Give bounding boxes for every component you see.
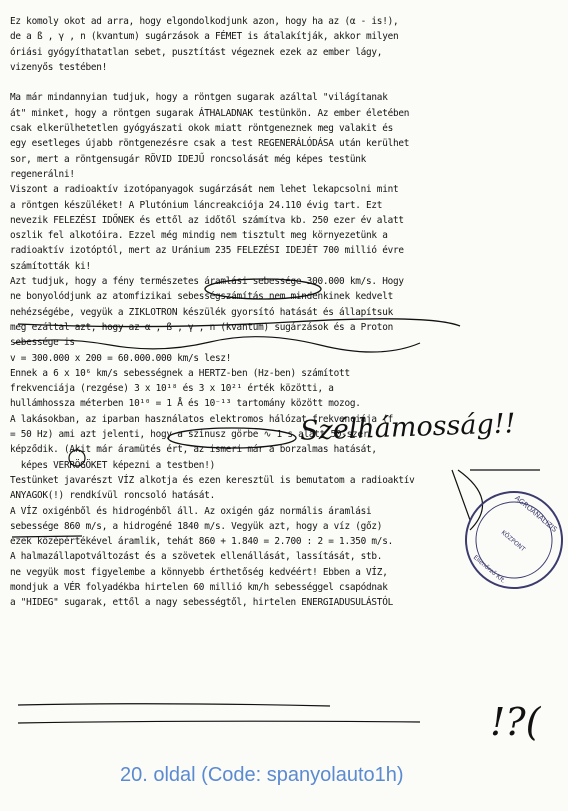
typed-text-block bbox=[10, 14, 550, 611]
text-line: ne bonyolódjunk az atomfizikai sebességszámítás nem mindenkinek kedvelt bbox=[10, 291, 393, 303]
text-line: meg ezáltal azt, hogy az α , ß , γ , n (kvantum) sugárzások és a Proton bbox=[10, 321, 393, 333]
text-line: sebessége 860 m/s, a hidrogéné 1840 m/s. Vegyük azt, hogy a víz (gőz) bbox=[10, 520, 383, 532]
text-line: mondjuk a VÉR folyadékba hirtelen 60 millió km/h sebességgel csapódnak bbox=[10, 581, 388, 593]
underline-mark-4 bbox=[18, 721, 420, 723]
text-line: v = 300.000 x 200 = 60.000.000 km/s lesz! bbox=[10, 352, 232, 364]
text-line: Ez komoly okot ad arra, hogy elgondolkodjunk azon, hogy ha az (α - is!), bbox=[10, 16, 399, 27]
text-line: Azt tudjuk, hogy a fény természetes áramlási sebessége 300.000 km/s. Hogy bbox=[10, 276, 404, 288]
text-line: hullámhossza méterben 10¹⁰ = 1 Å és 10⁻¹³ tartomány között mozog. bbox=[10, 398, 361, 410]
text-line: = 50 Hz) ami azt jelenti, hogy a szinusz görbe ∿ 1 s alatt 50-szer bbox=[10, 429, 369, 441]
text-line: radioaktív izotóptól, mert az Uránium 235 FELEZÉSI IDEJÉT 700 millió évre bbox=[10, 245, 404, 257]
text-line: csak elkerülhetetlen gyógyászati okok miatt röntgeneznek meg valakit és bbox=[10, 123, 393, 135]
text-line: ezek középértékével áramlik, tehát 860 + 1.840 = 2.700 : 2 = 1.350 m/s. bbox=[10, 536, 393, 548]
text-line: sebessége is bbox=[10, 337, 75, 349]
text-line bbox=[10, 75, 550, 90]
text-line: át" minket, hogy a röntgen sugarak ÁTHALADNAK testünkön. Az ember életében bbox=[10, 107, 410, 119]
text-line: de a ß , γ , n (kvantum) sugárzások a FÉMET is átalakítják, akkor milyen bbox=[10, 31, 399, 43]
text-line: egy esetleges újabb röntgenezésre csak a test REGENERÁLÓDÁSA után kerülhet bbox=[10, 138, 410, 150]
text-line: ANYAGOK(!) rendkívül roncsoló hatását. bbox=[10, 490, 215, 502]
text-line: nevezik FELEZÉSI IDŐNEK és ettől az időtől számítva kb. 250 ezer év alatt bbox=[10, 214, 404, 226]
text-line: képes VERRÖGÖKET képezni a testben!) bbox=[10, 459, 215, 471]
text-line: sor, mert a röntgensugár RÖVID IDEJŰ roncsolását még képes testünk bbox=[10, 153, 367, 165]
text-line: Ma már mindannyian tudjuk, hogy a röntgen sugarak azáltal "világítanak bbox=[10, 92, 388, 104]
margin-question-mark: !?( bbox=[490, 700, 541, 744]
underline-mark-3 bbox=[18, 704, 330, 706]
svg-text:AGROANALIZIS: AGROANALIZIS bbox=[513, 494, 559, 534]
text-line: Ennek a 6 x 10⁶ km/s sebességnek a HERTZ-ben (Hz-ben) számított bbox=[10, 367, 350, 379]
text-line: számították ki! bbox=[10, 260, 91, 272]
text-line: regenerálni! bbox=[10, 168, 75, 180]
text-line: képződik. (Akit már áramütés ért, az ismeri már a borzalmas hatását, bbox=[10, 444, 377, 456]
text-line: A lakásokban, az iparban használatos elektromos hálózat frekvenciája (f bbox=[10, 413, 393, 425]
text-line: a "HIDEG" sugarak, ettől a nagy sebességtől, hirtelen ENERGIADUSULÁSTÓL bbox=[10, 597, 393, 609]
text-line: Testünket javarészt VÍZ alkotja és ezen keresztül is bemutatom a radioaktív bbox=[10, 474, 415, 486]
handwritten-note: Szélhámosság!! bbox=[299, 408, 516, 447]
page-caption: 20. oldal (Code: spanyolauto1h) bbox=[120, 764, 404, 786]
text-line: oszlik fel alkotóira. Ezzel még mindig nem tisztult meg környezetünk a bbox=[10, 230, 388, 242]
text-line: nehézségébe, vegyük a ZIKLOTRON készülék gyorsító hatását és állapítsuk bbox=[10, 306, 393, 318]
text-line: óriási gyógyíthatatlan sebet, pusztítást végeznek ezek az ember lágy, bbox=[10, 46, 383, 58]
svg-text:KÖZPONT: KÖZPONT bbox=[499, 529, 527, 554]
svg-text:Ellenőrző Kft.: Ellenőrző Kft. bbox=[471, 554, 507, 585]
text-line: a röntgen készüléket! A Plutónium láncreakciója 24.110 évig tart. Ezt bbox=[10, 199, 383, 211]
text-line: A VÍZ oxigénből és hidrogénből áll. Az oxigén gáz normális áramlási bbox=[10, 505, 372, 517]
text-line: ne vegyük most figyelembe a könnyebb érthetőség kedvéért! Ebben a VÍZ, bbox=[10, 566, 388, 578]
text-line: Viszont a radioaktív izotópanyagok sugárzását nem lehet lekapcsolni mint bbox=[10, 184, 399, 196]
text-line: frekvenciája (rezgése) 3 x 10¹⁸ és 3 x 10²¹ érték közötti, a bbox=[10, 383, 334, 395]
text-line: A halmazállapotváltozást és a szövetek ellenállását, lassítását, stb. bbox=[10, 551, 383, 563]
text-line: vizenyős testében! bbox=[10, 61, 108, 73]
